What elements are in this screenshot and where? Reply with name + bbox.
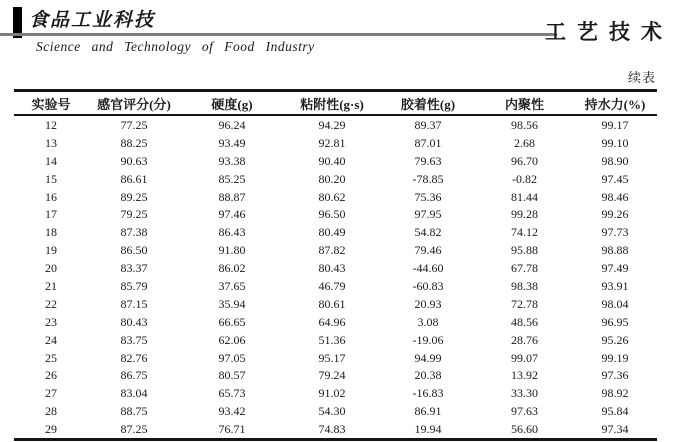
table-row xyxy=(14,188,657,206)
table-cell: 99.17 xyxy=(601,117,629,132)
table-cell: 23 xyxy=(45,314,57,329)
table-cell: 21 xyxy=(45,278,57,293)
table-row xyxy=(14,384,657,402)
table-cell: 97.95 xyxy=(414,207,442,222)
table-cell: 37.65 xyxy=(218,278,246,293)
table-cell: -60.83 xyxy=(412,278,444,293)
column-header: 感官评分(分) xyxy=(88,91,180,116)
table-cell: 90.63 xyxy=(120,153,148,168)
table-cell: 17 xyxy=(45,207,57,222)
column-header: 硬度(g) xyxy=(180,91,284,116)
table-cell: 12 xyxy=(45,117,57,132)
table-row xyxy=(14,115,657,134)
results-table xyxy=(14,89,657,441)
table-row xyxy=(14,205,657,223)
table-cell: 82.76 xyxy=(120,350,148,365)
table-cell: 2.68 xyxy=(514,135,535,150)
table-cell: 15 xyxy=(45,171,57,186)
table-cell: 99.07 xyxy=(511,350,538,365)
table-cell: 75.36 xyxy=(414,189,442,204)
table-cell: 74.83 xyxy=(318,422,346,437)
table-cell: 90.40 xyxy=(318,153,346,168)
table-cell: 76.71 xyxy=(218,422,246,437)
table-cell: 95.84 xyxy=(601,404,629,419)
table-cell: 20.38 xyxy=(414,368,442,383)
table-cell: 51.36 xyxy=(318,332,346,347)
table-cell: 80.49 xyxy=(318,225,346,240)
table-cell: 99.28 xyxy=(511,207,538,222)
table-cell: 81.44 xyxy=(511,189,538,204)
table-cell: 20.93 xyxy=(414,296,442,311)
table-cell: 54.82 xyxy=(414,225,442,240)
table-cell: 96.50 xyxy=(318,207,346,222)
table-cell: 97.63 xyxy=(511,404,538,419)
table-cell: 79.25 xyxy=(120,207,148,222)
table-cell: 27 xyxy=(45,386,57,401)
table-cell: 97.49 xyxy=(601,261,629,276)
table-cell: 86.43 xyxy=(218,225,246,240)
table-cell: 79.46 xyxy=(414,243,442,258)
table-cell: 35.94 xyxy=(218,296,246,311)
column-header: 持水力(%) xyxy=(573,91,657,116)
table-row xyxy=(14,349,657,367)
table-cell: -44.60 xyxy=(412,261,444,276)
table-cell: 19.94 xyxy=(414,422,442,437)
table-cell: 33.30 xyxy=(511,386,538,401)
table-row xyxy=(14,420,657,439)
table-cell: 87.38 xyxy=(120,225,148,240)
table-cell: 91.80 xyxy=(218,243,246,258)
table-cell: 86.91 xyxy=(414,404,442,419)
table-cell: 93.91 xyxy=(601,278,629,293)
table-cell: 89.37 xyxy=(414,117,442,132)
table-cell: 96.24 xyxy=(218,117,246,132)
table-cell: 96.70 xyxy=(511,153,538,168)
section-title: 工艺技术 xyxy=(545,20,673,44)
table-cell: -16.83 xyxy=(412,386,444,401)
table-cell: 83.75 xyxy=(120,332,148,347)
table-cell: 99.10 xyxy=(601,135,629,150)
table-cell: 95.26 xyxy=(601,332,629,347)
column-header: 胶着性(g) xyxy=(380,91,476,116)
continued-table-label: 续表 xyxy=(627,70,656,85)
table-cell: 98.92 xyxy=(601,386,629,401)
table-cell: 66.65 xyxy=(218,314,246,329)
table-cell: 93.38 xyxy=(218,153,246,168)
table-row xyxy=(14,152,657,170)
table-header-row xyxy=(14,91,657,116)
table-cell: 29 xyxy=(45,422,57,437)
table-row xyxy=(14,331,657,349)
table-cell: 14 xyxy=(45,153,57,168)
table-cell: 83.04 xyxy=(120,386,148,401)
table-header xyxy=(14,91,657,116)
table-cell: 80.43 xyxy=(318,261,346,276)
table-cell: 87.82 xyxy=(318,243,346,258)
table-cell: 80.57 xyxy=(218,368,246,383)
table-cell: 99.19 xyxy=(601,350,629,365)
table-row xyxy=(14,366,657,384)
table-cell: 28.76 xyxy=(511,332,538,347)
table-cell: 3.08 xyxy=(417,314,439,329)
table-cell: 88.25 xyxy=(120,135,148,150)
table-cell: 56.60 xyxy=(511,422,538,437)
column-header: 内聚性 xyxy=(476,91,573,116)
table-cell: 95.88 xyxy=(511,243,538,258)
table-cell: 95.17 xyxy=(318,350,346,365)
table-cell: 97.34 xyxy=(601,422,629,437)
table-cell: 88.87 xyxy=(218,189,246,204)
table-cell: 87.15 xyxy=(120,296,148,311)
table-cell: 86.02 xyxy=(218,261,246,276)
table-cell: 80.20 xyxy=(318,171,346,186)
table-cell: 91.02 xyxy=(318,386,346,401)
table-row xyxy=(14,241,657,259)
table-cell: 19 xyxy=(45,243,57,258)
table-cell: 89.25 xyxy=(120,189,148,204)
table-cell: 74.12 xyxy=(511,225,538,240)
table-cell: 16 xyxy=(45,189,57,204)
table-cell: 64.96 xyxy=(318,314,346,329)
table-cell: 22 xyxy=(45,296,57,311)
table-row xyxy=(14,313,657,331)
table-cell: 97.05 xyxy=(218,350,246,365)
table-cell: 13.92 xyxy=(511,368,538,383)
table-cell: 98.46 xyxy=(601,189,629,204)
table-cell: 65.73 xyxy=(218,386,246,401)
table-cell: 72.78 xyxy=(511,296,538,311)
table-cell: 86.75 xyxy=(120,368,148,383)
table-row xyxy=(14,259,657,277)
table-cell: 85.25 xyxy=(218,171,246,186)
table-cell: 86.61 xyxy=(120,171,148,186)
table-cell: 98.04 xyxy=(601,296,629,311)
table-cell: 86.50 xyxy=(120,243,148,258)
table-cell: 80.61 xyxy=(318,296,346,311)
table-row xyxy=(14,277,657,295)
table-cell: 83.37 xyxy=(120,261,148,276)
table-cell: 67.78 xyxy=(511,261,538,276)
table-cell: 98.90 xyxy=(601,153,629,168)
table-cell: 48.56 xyxy=(511,314,538,329)
table-cell: 24 xyxy=(45,332,57,347)
table-cell: 96.95 xyxy=(601,314,629,329)
table-cell: 88.75 xyxy=(120,404,148,419)
table-cell: 98.38 xyxy=(511,278,538,293)
column-header: 粘附性(g·s) xyxy=(284,91,380,116)
table-cell: 46.79 xyxy=(318,278,346,293)
table-cell: 94.29 xyxy=(318,117,346,132)
table-cell: 97.46 xyxy=(218,207,246,222)
table-row xyxy=(14,134,657,152)
table-cell: 54.30 xyxy=(318,404,346,419)
table-cell: 99.26 xyxy=(601,207,629,222)
journal-name-en: Science and Technology of Food Industry xyxy=(36,39,315,54)
table-row xyxy=(14,223,657,241)
table-cell: 26 xyxy=(45,368,57,383)
table-cell: 20 xyxy=(45,261,57,276)
table-cell: 85.79 xyxy=(120,278,148,293)
table-cell: 97.45 xyxy=(601,171,629,186)
table-cell: 28 xyxy=(45,404,57,419)
table-cell: 98.56 xyxy=(511,117,538,132)
table-cell: 97.73 xyxy=(601,225,629,240)
table-row xyxy=(14,295,657,313)
journal-logo-cn: 食品工业科技 xyxy=(29,5,159,36)
table-cell: 62.06 xyxy=(218,332,246,347)
table-body xyxy=(14,115,657,440)
table-cell: 79.24 xyxy=(318,368,346,383)
table-cell: -19.06 xyxy=(412,332,444,347)
table-row xyxy=(14,402,657,420)
table-cell: 79.63 xyxy=(414,153,442,168)
table-cell: 25 xyxy=(45,350,57,365)
masthead-rule xyxy=(0,33,557,36)
column-header: 实验号 xyxy=(14,91,88,116)
table-cell: 97.36 xyxy=(601,368,629,383)
table-cell: 87.25 xyxy=(120,422,148,437)
table-cell: -78.85 xyxy=(412,171,444,186)
table-cell: 98.88 xyxy=(601,243,629,258)
table-cell: 92.81 xyxy=(318,135,346,150)
table-cell: -0.82 xyxy=(512,171,537,186)
table-cell: 93.49 xyxy=(218,135,246,150)
table-cell: 13 xyxy=(45,135,57,150)
table-row xyxy=(14,170,657,188)
table-cell: 80.62 xyxy=(318,189,346,204)
table-cell: 80.43 xyxy=(120,314,148,329)
table-cell: 18 xyxy=(45,225,57,240)
table-cell: 77.25 xyxy=(120,117,148,132)
table-cell: 87.01 xyxy=(414,135,442,150)
table-cell: 94.99 xyxy=(414,350,442,365)
table-cell: 93.42 xyxy=(218,404,246,419)
